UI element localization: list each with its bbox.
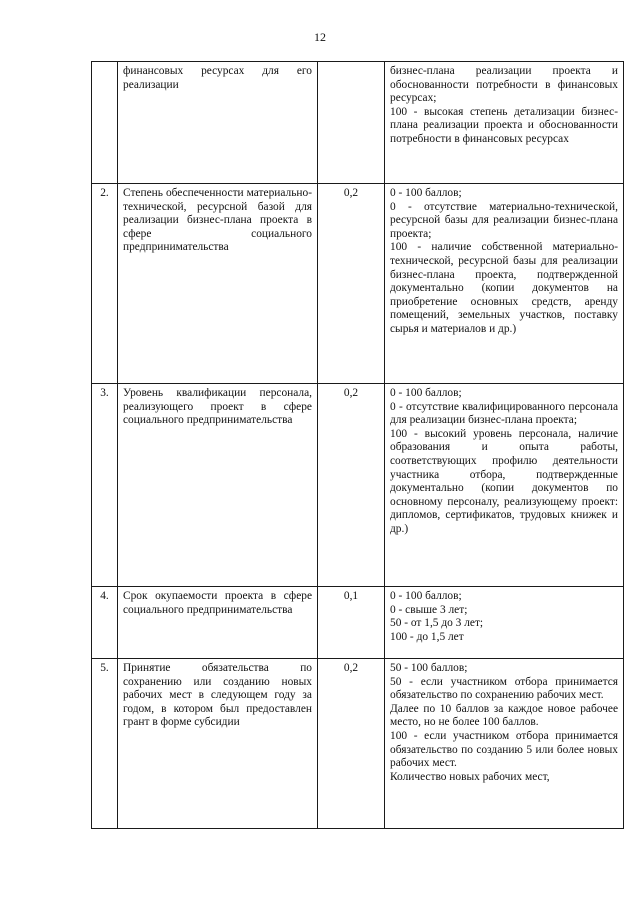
table-row — [92, 184, 624, 384]
criterion-name: финансовых ресурсах для его реализации — [118, 62, 318, 184]
criterion-weight: 0,2 — [318, 184, 385, 384]
score-line: бизнес-плана реализации проекта и обоснованности потребности в финансовых ресурсах; — [390, 65, 618, 105]
score-description — [385, 587, 624, 659]
score-line: 100 - до 1,5 лет — [390, 630, 464, 643]
page-number: 12 — [314, 30, 326, 44]
table-row — [92, 587, 624, 659]
criteria-table — [91, 61, 624, 829]
score-line: 50 - если участником отбора принимается обязательство по сохранению рабочих мест. — [390, 675, 618, 702]
score-line: 0 - 100 баллов; — [390, 187, 462, 199]
criterion-weight: 0,2 — [318, 659, 385, 829]
criterion-name: Срок окупаемости проекта в сфере социального предпринимательства — [118, 587, 318, 659]
score-description — [385, 659, 624, 829]
table-row — [92, 384, 624, 587]
table-row — [92, 659, 624, 829]
row-number: 4. — [92, 587, 118, 659]
criterion-name: Уровень квалификации персонала, реализующего проект в сфере социального предпринимательства — [118, 384, 318, 587]
score-line: 0 - 100 баллов; — [390, 590, 462, 602]
score-line: 0 - отсутствие материально-технической, ресурсной базы для реализации бизнес-плана проекта; — [390, 200, 618, 240]
criterion-name: Принятие обязательства по сохранению или созданию новых рабочих мест в следующем году за годом, в котором был предоставлен грант в форме субсидии — [118, 659, 318, 829]
score-line: Количество новых рабочих мест, — [390, 770, 550, 783]
table-row — [92, 62, 624, 184]
score-line: 100 - если участником отбора принимается обязательство по созданию 5 или более новых рабочих мест. — [390, 729, 618, 770]
score-line: 0 - свыше 3 лет; — [390, 603, 468, 616]
score-line: 50 - от 1,5 до 3 лет; — [390, 617, 484, 630]
row-number: 3. — [92, 384, 118, 587]
score-line: 100 - наличие собственной материально-технической, ресурсной базы для реализации бизнес-плана проекта, подтвержденной документально (копии документов на приобретение основных средств, аренду помещений, земельных участков, поставку сырья и материалов и др.) — [390, 241, 618, 335]
criterion-weight: 0,1 — [318, 587, 385, 659]
row-number — [92, 62, 118, 184]
row-number: 2. — [92, 184, 118, 384]
criterion-weight: 0,2 — [318, 384, 385, 587]
row-number: 5. — [92, 659, 118, 829]
score-line: 0 - 100 баллов; — [390, 387, 462, 399]
score-description — [385, 384, 624, 587]
score-line: 100 - высокая степень детализации бизнес-плана реализации проекта и обоснованности потребности в финансовых ресурсах — [390, 105, 618, 145]
score-line: 50 - 100 баллов; — [390, 662, 468, 674]
score-line: 0 - отсутствие квалифицированного персонала для реализации бизнес-плана проекта; — [390, 400, 618, 427]
criterion-name: Степень обеспеченности материально-технической, ресурсной базой для реализации бизнес-плана проекта в сфере социального предпринимательства — [118, 184, 318, 384]
score-line: 100 - высокий уровень персонала, наличие образования и опыта работы, соответствующих профилю деятельности участника отбора, подтвержденные документально (копии документов по основному персоналу, реализующему проект: дипломов, сертификатов, трудовых книжек и др.) — [390, 427, 618, 535]
criterion-weight — [318, 62, 385, 184]
score-line: Далее по 10 баллов за каждое новое рабочее место, но не более 100 баллов. — [390, 702, 618, 729]
score-description — [385, 184, 624, 384]
score-description — [385, 62, 624, 184]
